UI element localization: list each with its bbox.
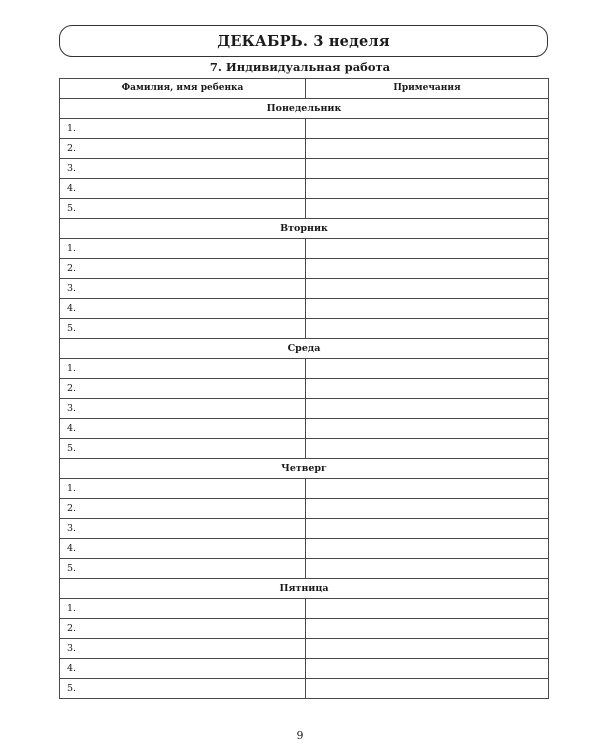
day-label: Вторник (60, 219, 549, 239)
notes-cell[interactable] (306, 539, 549, 559)
day-row (60, 339, 549, 359)
child-name-cell[interactable]: 3. (60, 159, 306, 179)
notes-cell[interactable] (306, 279, 549, 299)
week-header (59, 25, 548, 57)
table-row (60, 539, 549, 559)
day-row (60, 99, 549, 119)
notes-cell[interactable] (306, 559, 549, 579)
child-name-cell[interactable]: 5. (60, 679, 306, 699)
notes-cell[interactable] (306, 319, 549, 339)
child-name-cell[interactable]: 1. (60, 119, 306, 139)
child-name-cell[interactable]: 3. (60, 399, 306, 419)
child-name-cell[interactable]: 3. (60, 519, 306, 539)
child-name-cell[interactable]: 3. (60, 279, 306, 299)
day-label: Пятница (60, 579, 549, 599)
day-label: Понедельник (60, 99, 549, 119)
table-row (60, 279, 549, 299)
column-header-notes: Примечания (306, 79, 549, 99)
table-row (60, 639, 549, 659)
table-row (60, 139, 549, 159)
table-body (60, 99, 549, 699)
notes-cell[interactable] (306, 239, 549, 259)
individual-work-table (59, 78, 549, 699)
child-name-cell[interactable]: 2. (60, 619, 306, 639)
day-label: Среда (60, 339, 549, 359)
child-name-cell[interactable]: 4. (60, 419, 306, 439)
page-number: 9 (296, 729, 304, 742)
notes-cell[interactable] (306, 179, 549, 199)
table-row (60, 599, 549, 619)
table-row (60, 159, 549, 179)
table-row (60, 559, 549, 579)
child-name-cell[interactable]: 2. (60, 499, 306, 519)
day-row (60, 219, 549, 239)
notes-cell[interactable] (306, 419, 549, 439)
notes-cell[interactable] (306, 299, 549, 319)
day-row (60, 459, 549, 479)
notes-cell[interactable] (306, 439, 549, 459)
notes-cell[interactable] (306, 479, 549, 499)
week-header-title: ДЕКАБРЬ. 3 неделя (217, 32, 390, 50)
notes-cell[interactable] (306, 379, 549, 399)
day-row (60, 579, 549, 599)
notes-cell[interactable] (306, 119, 549, 139)
notes-cell[interactable] (306, 159, 549, 179)
notes-cell[interactable] (306, 199, 549, 219)
table-row (60, 299, 549, 319)
child-name-cell[interactable]: 2. (60, 259, 306, 279)
notes-cell[interactable] (306, 519, 549, 539)
child-name-cell[interactable]: 1. (60, 359, 306, 379)
child-name-cell[interactable]: 4. (60, 179, 306, 199)
notes-cell[interactable] (306, 359, 549, 379)
table-row (60, 239, 549, 259)
child-name-cell[interactable]: 4. (60, 299, 306, 319)
notes-cell[interactable] (306, 499, 549, 519)
table-row (60, 679, 549, 699)
notes-cell[interactable] (306, 639, 549, 659)
table-row (60, 259, 549, 279)
table-row (60, 619, 549, 639)
child-name-cell[interactable]: 1. (60, 599, 306, 619)
table-row (60, 359, 549, 379)
table-row (60, 319, 549, 339)
child-name-cell[interactable]: 1. (60, 479, 306, 499)
table-row (60, 659, 549, 679)
notes-cell[interactable] (306, 659, 549, 679)
table-row (60, 379, 549, 399)
notes-cell[interactable] (306, 599, 549, 619)
table-row (60, 119, 549, 139)
child-name-cell[interactable]: 5. (60, 319, 306, 339)
child-name-cell[interactable]: 5. (60, 439, 306, 459)
child-name-cell[interactable]: 2. (60, 379, 306, 399)
notes-cell[interactable] (306, 619, 549, 639)
table-row (60, 199, 549, 219)
table-row (60, 519, 549, 539)
day-label: Четверг (60, 459, 549, 479)
table-row (60, 419, 549, 439)
table-row (60, 499, 549, 519)
notes-cell[interactable] (306, 259, 549, 279)
child-name-cell[interactable]: 4. (60, 659, 306, 679)
table-row (60, 479, 549, 499)
column-header-child-name: Фамилия, имя ребенка (60, 79, 306, 99)
table-row (60, 399, 549, 419)
notes-cell[interactable] (306, 139, 549, 159)
child-name-cell[interactable]: 3. (60, 639, 306, 659)
child-name-cell[interactable]: 2. (60, 139, 306, 159)
child-name-cell[interactable]: 1. (60, 239, 306, 259)
child-name-cell[interactable]: 5. (60, 559, 306, 579)
notes-cell[interactable] (306, 679, 549, 699)
child-name-cell[interactable]: 5. (60, 199, 306, 219)
table-header-row (60, 79, 549, 99)
child-name-cell[interactable]: 4. (60, 539, 306, 559)
table-row (60, 439, 549, 459)
notes-cell[interactable] (306, 399, 549, 419)
table-row (60, 179, 549, 199)
section-title: 7. Индивидуальная работа (209, 60, 391, 74)
